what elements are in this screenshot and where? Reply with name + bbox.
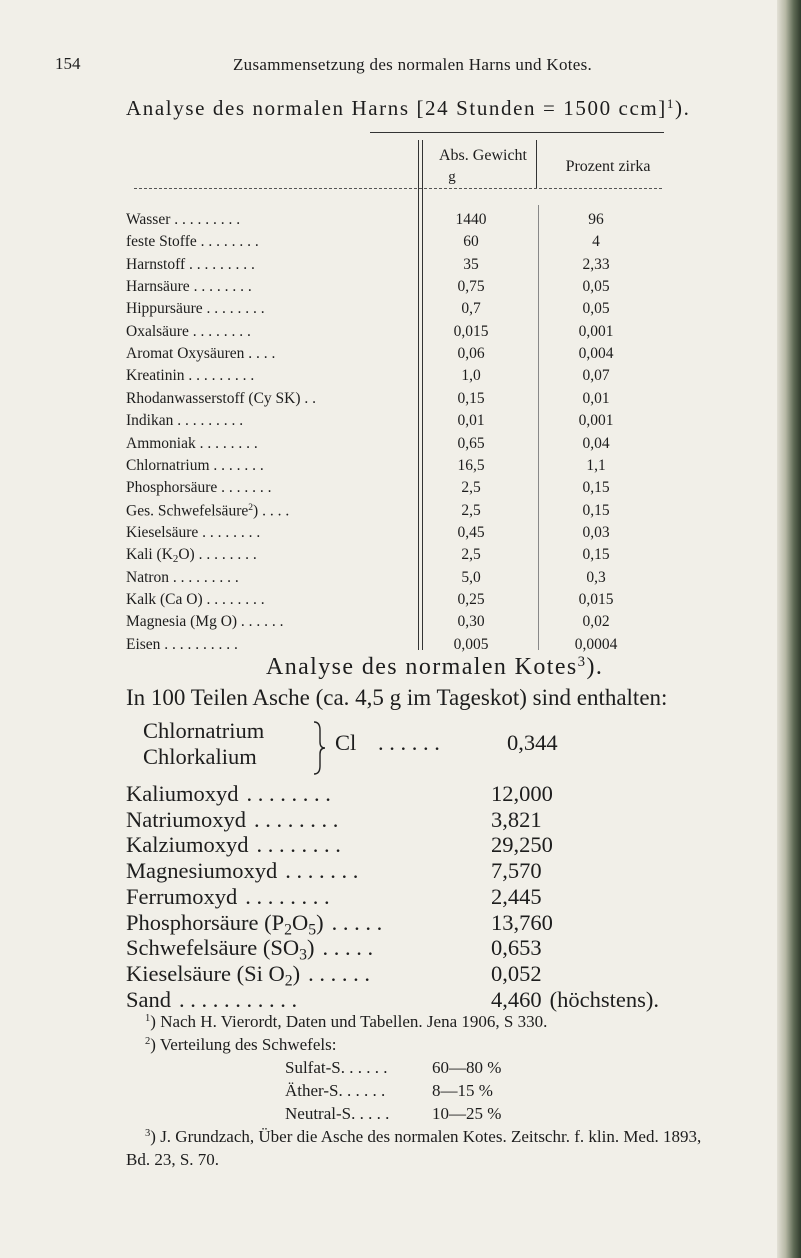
- ash-value: 29,250: [491, 832, 553, 858]
- formula-part: O: [292, 909, 309, 935]
- footnote-3-text: J. Grundzach, Über die Asche des normalen Kotes. Zeitschr. f. klin. Med. 1893,: [160, 1127, 702, 1146]
- footnote-3-continuation: Bd. 23, S. 70.: [126, 1150, 220, 1169]
- urine-row-label: [126, 457, 264, 475]
- formula-part: (Si O: [236, 960, 285, 986]
- urine-row-weight: 1,0: [461, 367, 481, 385]
- sulfur-item-1-value: 60—80 %: [432, 1058, 502, 1077]
- sulfur-item-3-value: 10—25 %: [432, 1104, 502, 1123]
- urine-row-label: [126, 323, 251, 341]
- urine-row-label: [126, 479, 272, 497]
- urine-row-label: [126, 412, 243, 430]
- urine-row-percent: 0,05: [582, 278, 610, 296]
- label-paren: ): [253, 501, 259, 519]
- ash-dots: . . . . . . . . . . .: [179, 986, 298, 1012]
- table-head-rule: [134, 188, 662, 190]
- urine-row-percent: 0,015: [578, 590, 614, 608]
- group-symbol: Cl: [335, 730, 357, 755]
- urine-row-weight: 0,015: [453, 322, 489, 340]
- ash-row-value: [491, 935, 542, 961]
- sulfur-item-2-label: Äther-S. . . . . .: [285, 1081, 386, 1100]
- formula-subscript: 5: [308, 920, 317, 938]
- urine-row-weight: 0,15: [457, 389, 485, 407]
- urine-table-title: [126, 96, 690, 121]
- urine-row-weight: 0,01: [457, 412, 485, 430]
- label-text: Ammoniak . . . . . . . .: [126, 434, 258, 452]
- ash-compound: Kalziumoxyd: [126, 832, 249, 858]
- urine-row-percent: 1,1: [586, 456, 606, 474]
- urine-row-weight: 2,5: [461, 546, 481, 564]
- ash-value: 12,000: [491, 781, 553, 806]
- table-top-rule: [370, 132, 664, 133]
- urine-row-label: [126, 300, 265, 318]
- urine-row-weight: 60: [463, 233, 479, 251]
- ash-note: (höchstens).: [549, 986, 659, 1012]
- footnote-1-text: Nach H. Vierordt, Daten und Tabellen. Jena 1906, S 330.: [160, 1012, 548, 1031]
- ash-value: 2,445: [491, 883, 542, 909]
- urine-row-percent: 0,15: [582, 501, 610, 519]
- urine-row-weight: 0,45: [457, 523, 485, 541]
- label-text: Ges. Schwefelsäure: [126, 501, 249, 519]
- ash-row-value: [491, 884, 542, 910]
- group-value: 0,344: [507, 730, 558, 755]
- group-item-2: Chlorkalium: [143, 744, 257, 769]
- urine-row-percent: 0,3: [586, 568, 606, 586]
- urine-row-label: [126, 233, 259, 251]
- urine-row-label: [126, 211, 240, 229]
- formula-part: ): [292, 960, 301, 986]
- footnote-1-mark: 1: [145, 1013, 151, 1025]
- urine-row-percent: 0,004: [578, 345, 614, 363]
- label-text: feste Stoffe . . . . . . . .: [126, 233, 259, 251]
- urine-row-percent: 0,01: [582, 389, 610, 407]
- ash-row-value: [491, 910, 553, 936]
- footnote-3-paren: ): [150, 1127, 161, 1146]
- label-text: Aromat Oxysäuren . . . .: [126, 345, 276, 363]
- formula-subscript: 3: [299, 946, 307, 964]
- ash-row-label: [126, 884, 330, 910]
- formula-part: (SO: [262, 935, 300, 961]
- urine-title-paren: ).: [675, 96, 691, 121]
- urine-row-label: [126, 546, 257, 565]
- footnote-2-paren: ): [150, 1035, 160, 1054]
- urine-row-weight: 0,7: [461, 300, 481, 318]
- ash-row-value: [491, 987, 659, 1013]
- urine-row-weight: 0,65: [457, 434, 485, 452]
- formula-part: ): [306, 935, 315, 961]
- ash-row-value: [491, 832, 553, 858]
- formula-part: (P: [264, 909, 285, 935]
- ash-row-label: [126, 858, 358, 884]
- label-part: Kali (K: [126, 546, 173, 564]
- urine-row-percent: 0,03: [582, 523, 610, 541]
- urine-row-percent: 0,02: [582, 613, 610, 631]
- table-col-rule-1a: [418, 140, 419, 650]
- ash-compound: Kieselsäure: [126, 960, 231, 986]
- page-edge-shadow: [777, 0, 801, 1258]
- urine-title-text: Analyse des normalen Harns [24 Stunden = 1500 ccm]: [126, 96, 667, 121]
- urine-row-percent: 96: [588, 211, 604, 228]
- feces-intro: In 100 Teilen Asche (ca. 4,5 g im Tageskot) sind enthalten:: [126, 685, 668, 710]
- urine-row-weight: 0,06: [457, 345, 485, 363]
- ash-dots: . . . . . . . .: [256, 832, 341, 858]
- label-text: Oxalsäure . . . . . . . .: [126, 322, 251, 340]
- label-text: Harnstoff . . . . . . . . .: [126, 255, 255, 273]
- ash-row-label: [126, 781, 331, 807]
- sulfur-item-2-value: 8—15 %: [432, 1081, 493, 1100]
- label-text: Kreatinin . . . . . . . . .: [126, 367, 255, 385]
- label-text: Rhodanwasserstoff (Cy SK) . .: [126, 389, 317, 407]
- col-weight-unit: g: [448, 169, 456, 185]
- footnote-1-paren: ): [150, 1012, 161, 1031]
- ash-value: 0,653: [491, 935, 542, 961]
- urine-row-weight: 0,75: [457, 278, 485, 296]
- formula-subscript: 2: [284, 920, 292, 938]
- urine-row-weight: 0,30: [457, 613, 485, 631]
- urine-row-percent: 0,001: [578, 322, 614, 340]
- urine-row-label: [126, 435, 258, 453]
- label-text: Magnesia (Mg O) . . . . . .: [126, 613, 284, 631]
- ash-value: 7,570: [491, 858, 542, 884]
- ash-dots: . . . . . . . .: [246, 781, 331, 806]
- urine-row-percent: 0,05: [582, 300, 610, 318]
- label-dots: . . . .: [258, 501, 290, 519]
- ash-row-label: [126, 832, 341, 858]
- urine-row-weight: 35: [463, 255, 479, 273]
- urine-row-percent: 0,15: [582, 546, 610, 564]
- footnote-2-text: Verteilung des Schwefels:: [159, 1035, 337, 1054]
- footnote-3-mark: 3: [145, 1128, 151, 1140]
- page-number: 154: [55, 54, 81, 73]
- footnote-2-mark: 2: [145, 1036, 151, 1048]
- col-weight-header: Abs. Gewicht: [439, 147, 527, 164]
- urine-row-label: [126, 591, 265, 609]
- sulfur-item-3-label: Neutral-S. . . . .: [285, 1104, 390, 1123]
- label-text: Hippursäure . . . . . . . .: [126, 300, 265, 318]
- ash-dots: . . . . . . .: [285, 858, 359, 884]
- ash-row-value: [491, 807, 542, 833]
- urine-row-weight: 2,5: [461, 479, 481, 497]
- ash-dots: . . . . . . . .: [253, 806, 339, 832]
- urine-row-label: [126, 278, 252, 296]
- footnote-3: [145, 1127, 701, 1147]
- ash-row-value: [491, 781, 553, 807]
- col-percent-header: Prozent zirka: [565, 158, 651, 175]
- formula-subscript: 2: [284, 972, 293, 990]
- ash-compound: Phosphorsäure: [126, 909, 259, 935]
- ash-value: 13,760: [491, 909, 553, 935]
- table-col-rule-1b: [422, 140, 423, 650]
- feces-title-note: 3: [577, 654, 587, 670]
- running-title: Zusammensetzung des normalen Harns und Kotes.: [233, 55, 593, 74]
- urine-title-note: 1: [666, 96, 676, 111]
- ash-dots: . . . . . . . .: [245, 883, 330, 909]
- footnote-1: [145, 1012, 547, 1032]
- urine-row-label: [126, 367, 254, 385]
- ash-row-label: [126, 987, 297, 1013]
- ash-value: 4,460: [491, 986, 542, 1012]
- ash-dots: . . . . . .: [308, 960, 370, 986]
- feces-title-text: Analyse des normalen Kotes: [266, 654, 578, 681]
- feces-title-paren: ).: [586, 654, 604, 681]
- urine-row-percent: 2,33: [582, 255, 610, 273]
- ash-compound: Schwefelsäure: [126, 935, 258, 961]
- ash-compound: Sand: [126, 986, 171, 1012]
- label-text: Chlornatrium . . . . . . .: [126, 456, 264, 474]
- urine-row-label: [126, 390, 316, 408]
- label-subscript: 2: [172, 553, 179, 566]
- urine-row-percent: 0,0004: [574, 635, 618, 653]
- label-text: Kieselsäure . . . . . . . .: [126, 523, 261, 541]
- ash-value: 3,821: [491, 806, 542, 832]
- urine-row-percent: 4: [592, 233, 600, 251]
- urine-row-label: [126, 256, 255, 274]
- urine-row-weight: 16,5: [457, 456, 485, 474]
- urine-row-weight: 5,0: [461, 568, 481, 586]
- ash-compound: Kaliumoxyd: [126, 781, 239, 806]
- urine-row-weight: 2,5: [461, 501, 481, 519]
- label-text: Kalk (Ca O) . . . . . . . .: [126, 590, 265, 608]
- feces-title: [266, 654, 603, 681]
- urine-row-percent: 0,15: [582, 479, 610, 497]
- urine-row-label: [126, 502, 289, 520]
- ash-row-value: [491, 858, 542, 884]
- label-footnote-mark: 2: [248, 501, 254, 513]
- urine-row-percent: 0,07: [582, 367, 610, 385]
- label-text: Eisen . . . . . . . . . .: [126, 635, 238, 653]
- urine-row-weight: 0,25: [457, 590, 485, 608]
- urine-row-percent: 0,04: [582, 434, 610, 452]
- ash-dots: . . . . .: [322, 935, 374, 961]
- ash-dots: . . . . .: [331, 909, 383, 935]
- ash-row-label: [126, 807, 338, 833]
- ash-row-value: [491, 961, 542, 987]
- label-text: Wasser . . . . . . . . .: [126, 211, 241, 228]
- ash-compound: Magnesiumoxyd: [126, 858, 278, 884]
- footnote-2: [145, 1035, 336, 1055]
- label-text: Indikan . . . . . . . . .: [126, 412, 244, 430]
- ash-value: 0,052: [491, 960, 542, 986]
- group-brace: [312, 720, 326, 776]
- group-dots: . . . . . .: [378, 730, 440, 755]
- formula-part: ): [316, 909, 324, 935]
- label-part: O) . . . . . . . .: [178, 546, 257, 564]
- label-text: Natron . . . . . . . . .: [126, 568, 239, 586]
- urine-row-percent: 0,001: [578, 412, 614, 430]
- urine-row-label: [126, 524, 260, 542]
- urine-row-label: [126, 345, 275, 363]
- ash-compound: Ferrumoxyd: [126, 883, 238, 909]
- group-item-1: Chlornatrium: [143, 718, 265, 743]
- label-text: Harnsäure . . . . . . . .: [126, 278, 252, 296]
- ash-compound: Natriumoxyd: [126, 806, 246, 832]
- urine-row-label: [126, 636, 238, 654]
- urine-row-label: [126, 613, 284, 631]
- label-text: Phosphorsäure . . . . . . .: [126, 479, 272, 497]
- urine-row-weight: 0,005: [453, 635, 489, 653]
- sulfur-item-1-label: Sulfat-S. . . . . .: [285, 1058, 388, 1077]
- urine-row-label: [126, 569, 239, 587]
- urine-row-weight: 1440: [455, 211, 487, 228]
